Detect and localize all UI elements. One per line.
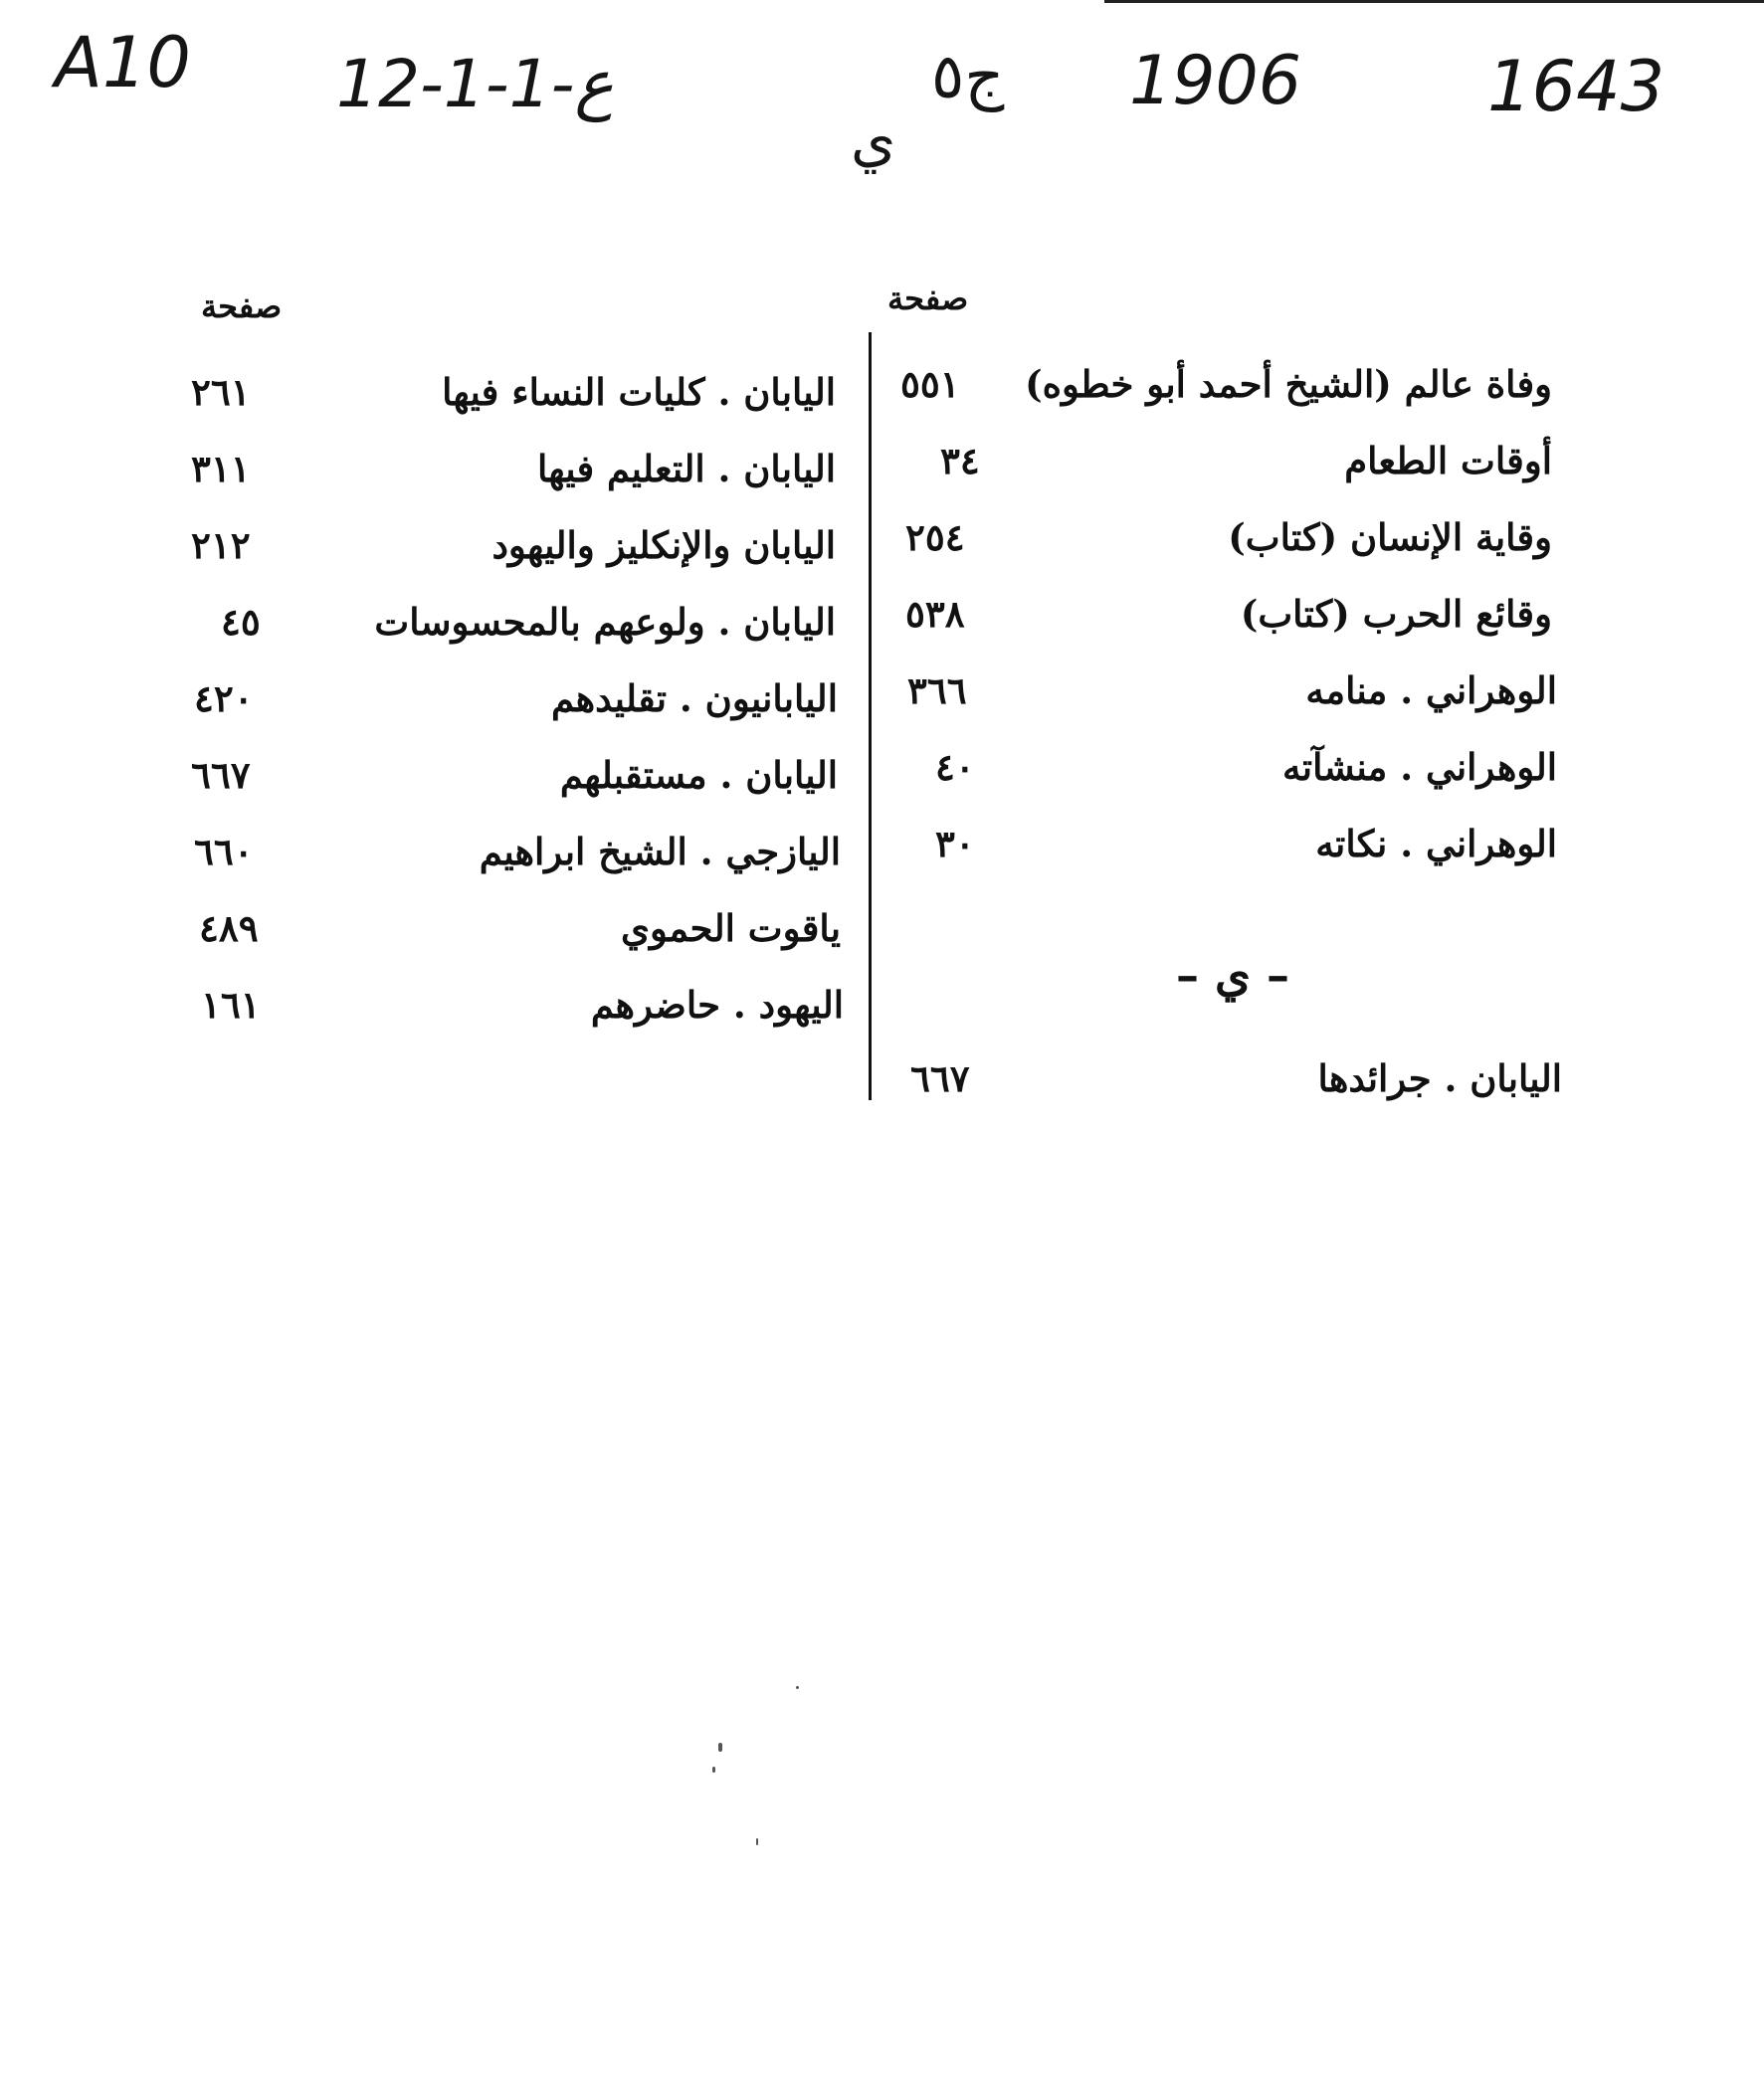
handwritten-left-mark: A10 (55, 22, 191, 103)
entry-page: ٦٦٧ (910, 1056, 970, 1100)
top-edge-rule (1104, 0, 1764, 3)
entry-page: ٣٦٦ (907, 668, 967, 712)
column-divider (869, 332, 872, 1100)
index-entry (298, 439, 836, 498)
index-entry (298, 822, 841, 881)
entry-title: اليابان . ولوعهم بالمحسوسات (374, 600, 836, 644)
index-entry (995, 354, 1552, 414)
index-entry (298, 745, 838, 805)
entry-page: ٢٦١ (191, 370, 251, 414)
index-entry (298, 975, 844, 1035)
handwritten-volume-label: ج٥ (931, 40, 1005, 112)
entry-page: ٤٨٩ (199, 906, 259, 950)
entry-page: ٥٣٨ (905, 592, 965, 636)
entry-title: ياقوت الحموي (621, 906, 841, 950)
index-entry (995, 584, 1552, 644)
entry-title: اليازجي . الشيخ ابراهيم (479, 830, 841, 873)
entry-title: اليهود . حاضرهم (590, 983, 844, 1027)
entry-page: ٣٠ (935, 822, 975, 865)
entry-title: الوهراني . منامه (1305, 668, 1557, 712)
section-letter-heading: – ي – (1175, 948, 1290, 1002)
index-entry (298, 362, 836, 422)
handwritten-number: 1643 (1487, 46, 1666, 127)
entry-title: الوهراني . منشآته (1281, 745, 1557, 789)
scan-speck (712, 1767, 715, 1773)
entry-page: ٣١١ (191, 447, 251, 490)
entry-title: وقائع الحرب (كتاب) (1240, 592, 1552, 636)
index-entry (995, 661, 1557, 720)
left-column-heading: صفحة (201, 287, 283, 325)
index-entry (995, 507, 1552, 567)
index-entry (298, 668, 838, 728)
entry-page: ١٦١ (201, 983, 261, 1027)
index-entry (995, 431, 1552, 490)
index-entry (995, 814, 1557, 873)
index-entry (298, 898, 841, 958)
index-entry (298, 592, 836, 652)
entry-title: اليابان . كليات النساء فيها (442, 370, 836, 414)
entry-title: الوهراني . نكاته (1315, 822, 1557, 865)
entry-page: ٢٥٤ (905, 515, 965, 559)
scan-speck (718, 1743, 722, 1752)
entry-title: أوقات الطعام (1344, 439, 1552, 482)
right-column-heading: صفحة (887, 280, 969, 317)
index-entry (995, 1048, 1562, 1108)
entry-page: ٦٦٠ (194, 830, 254, 873)
entry-page: ٢١٢ (191, 523, 251, 567)
entry-title: اليابان والإنكليز واليهود (491, 523, 836, 567)
entry-page: ٥٥١ (900, 362, 960, 406)
entry-title: اليابانيون . تقليدهم (551, 676, 838, 720)
scan-speck (756, 1838, 758, 1845)
index-entry (995, 737, 1557, 797)
entry-title: وقاية الإنسان (كتاب) (1228, 515, 1552, 559)
entry-page: ٦٦٧ (191, 753, 251, 797)
entry-page: ٤٥ (221, 600, 261, 644)
handwritten-reference: 12-1-ع-1 (336, 46, 614, 122)
scan-speck (796, 1686, 799, 1689)
entry-page: ٣٤ (940, 439, 980, 482)
entry-title: اليابان . التعليم فيها (536, 447, 836, 490)
entry-page: ٤٠ (935, 745, 975, 789)
entry-title: وفاة عالم (الشيخ أحمد أبو خطوه) (1025, 362, 1552, 406)
entry-title: اليابان . مستقبلهم (559, 753, 838, 797)
entry-title: اليابان . جرائدها (1317, 1056, 1562, 1100)
handwritten-letter: ي (851, 106, 896, 174)
index-entry (298, 515, 836, 575)
entry-page: ٤٢٠ (194, 676, 254, 720)
handwritten-year: 1906 (1129, 42, 1302, 120)
